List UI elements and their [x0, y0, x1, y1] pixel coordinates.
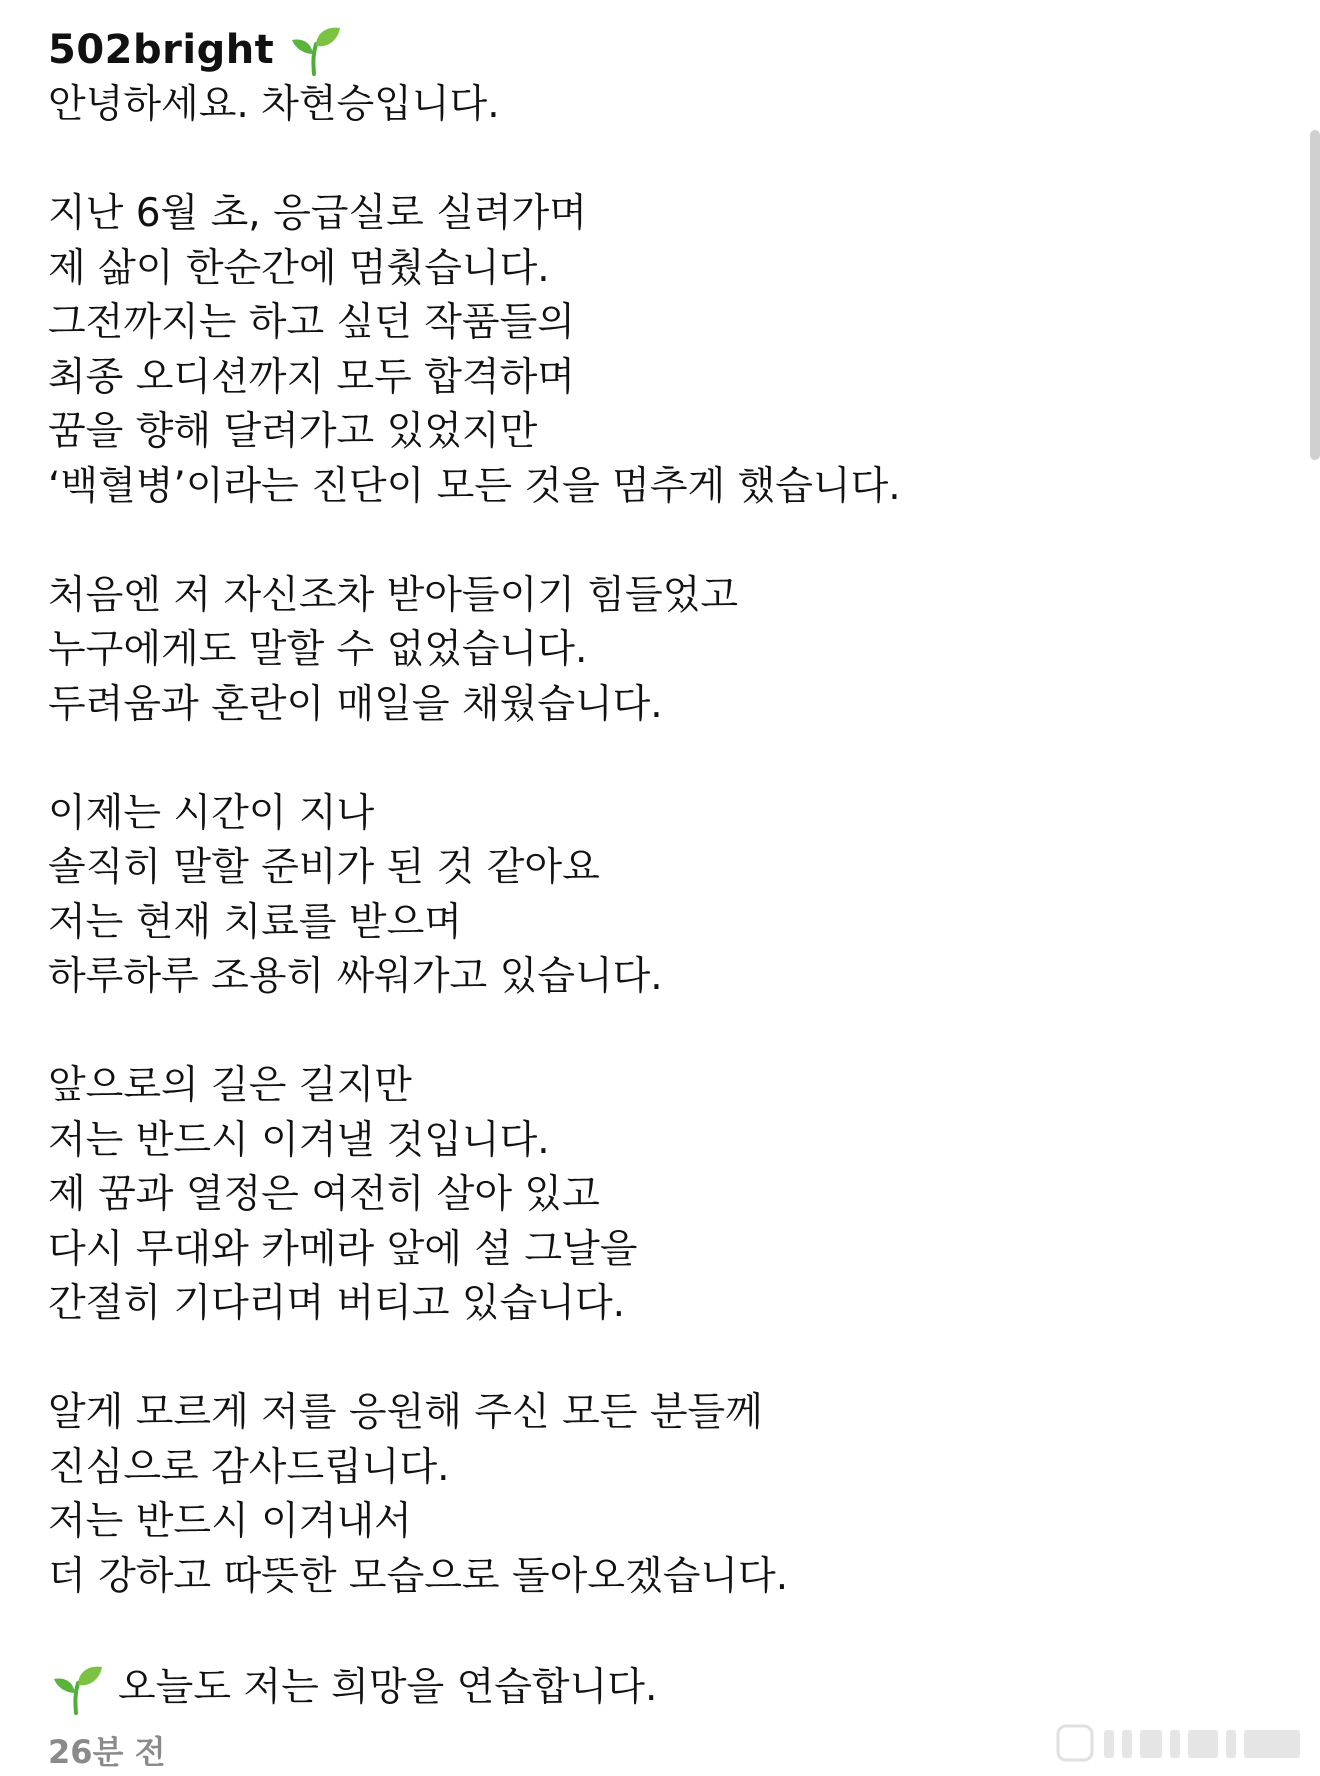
blank-line — [48, 732, 1248, 787]
post-line: 저는 반드시 이겨내서 — [48, 1499, 412, 1544]
post-line: 그전까지는 하고 싶던 작품들의 — [48, 300, 575, 345]
post-timestamp: 26분 전 — [48, 1732, 166, 1771]
post-line: 알게 모르게 저를 응원해 주신 모든 분들께 — [48, 1390, 763, 1435]
blank-line — [48, 514, 1248, 569]
post-line: 다시 무대와 카메라 앞에 설 그날을 — [48, 1226, 638, 1272]
blank-line — [48, 1604, 1248, 1659]
post-line: 누구에게도 말할 수 없었습니다. — [48, 627, 588, 672]
post-line: 꿈을 향해 달려가고 있었지만 — [48, 409, 538, 454]
post-line: 제 꿈과 열정은 여전히 살아 있고 — [48, 1172, 600, 1217]
post — [48, 22, 1248, 1773]
watermark-logo — [1056, 1722, 1306, 1764]
post-line: 하루하루 조용히 싸워가고 있습니다. — [48, 954, 663, 999]
post-line: 앞으로의 길은 길지만 — [48, 1063, 412, 1108]
post-line: 안녕하세요. 차현승입니다. — [48, 82, 500, 127]
sprout-icon — [286, 24, 342, 76]
post-line: 두려움과 혼란이 매일을 채웠습니다. — [48, 681, 663, 727]
post-line: 저는 현재 치료를 받으며 — [48, 899, 462, 945]
post-line: ‘백혈병’이라는 진단이 모든 것을 멈추게 했습니다. — [48, 463, 901, 509]
post-line: 처음엔 저 자신조차 받아들이기 힘들었고 — [48, 572, 739, 618]
scrollbar[interactable] — [1310, 130, 1320, 460]
post-header — [48, 22, 1248, 78]
post-line: 제 삶이 한순간에 멈췄습니다. — [48, 245, 550, 291]
post-line: 더 강하고 따뜻한 모습으로 돌아오겠습니다. — [48, 1553, 789, 1599]
post-line: 진심으로 감사드립니다. — [48, 1444, 450, 1490]
post-line: 지난 6월 초, 응급실로 실려가며 — [48, 191, 587, 236]
closing-line — [48, 1659, 1248, 1719]
post-line: 최종 오디션까지 모두 합격하며 — [48, 354, 575, 400]
username-link[interactable]: 502bright — [48, 27, 275, 73]
sprout-icon — [48, 1663, 104, 1715]
post-line: 간절히 기다리며 버티고 있습니다. — [48, 1281, 626, 1326]
post-line: 솔직히 말할 준비가 된 것 같아요 — [48, 845, 600, 890]
blank-line — [48, 1005, 1248, 1060]
blank-line — [48, 1332, 1248, 1387]
blank-line — [48, 133, 1248, 188]
post-line: 이제는 시간이 지나 — [48, 790, 375, 836]
post-body — [48, 78, 1248, 1659]
closing-text: 오늘도 저는 희망을 연습합니다. — [118, 1665, 658, 1711]
post-line: 저는 반드시 이겨낼 것입니다. — [48, 1117, 550, 1163]
